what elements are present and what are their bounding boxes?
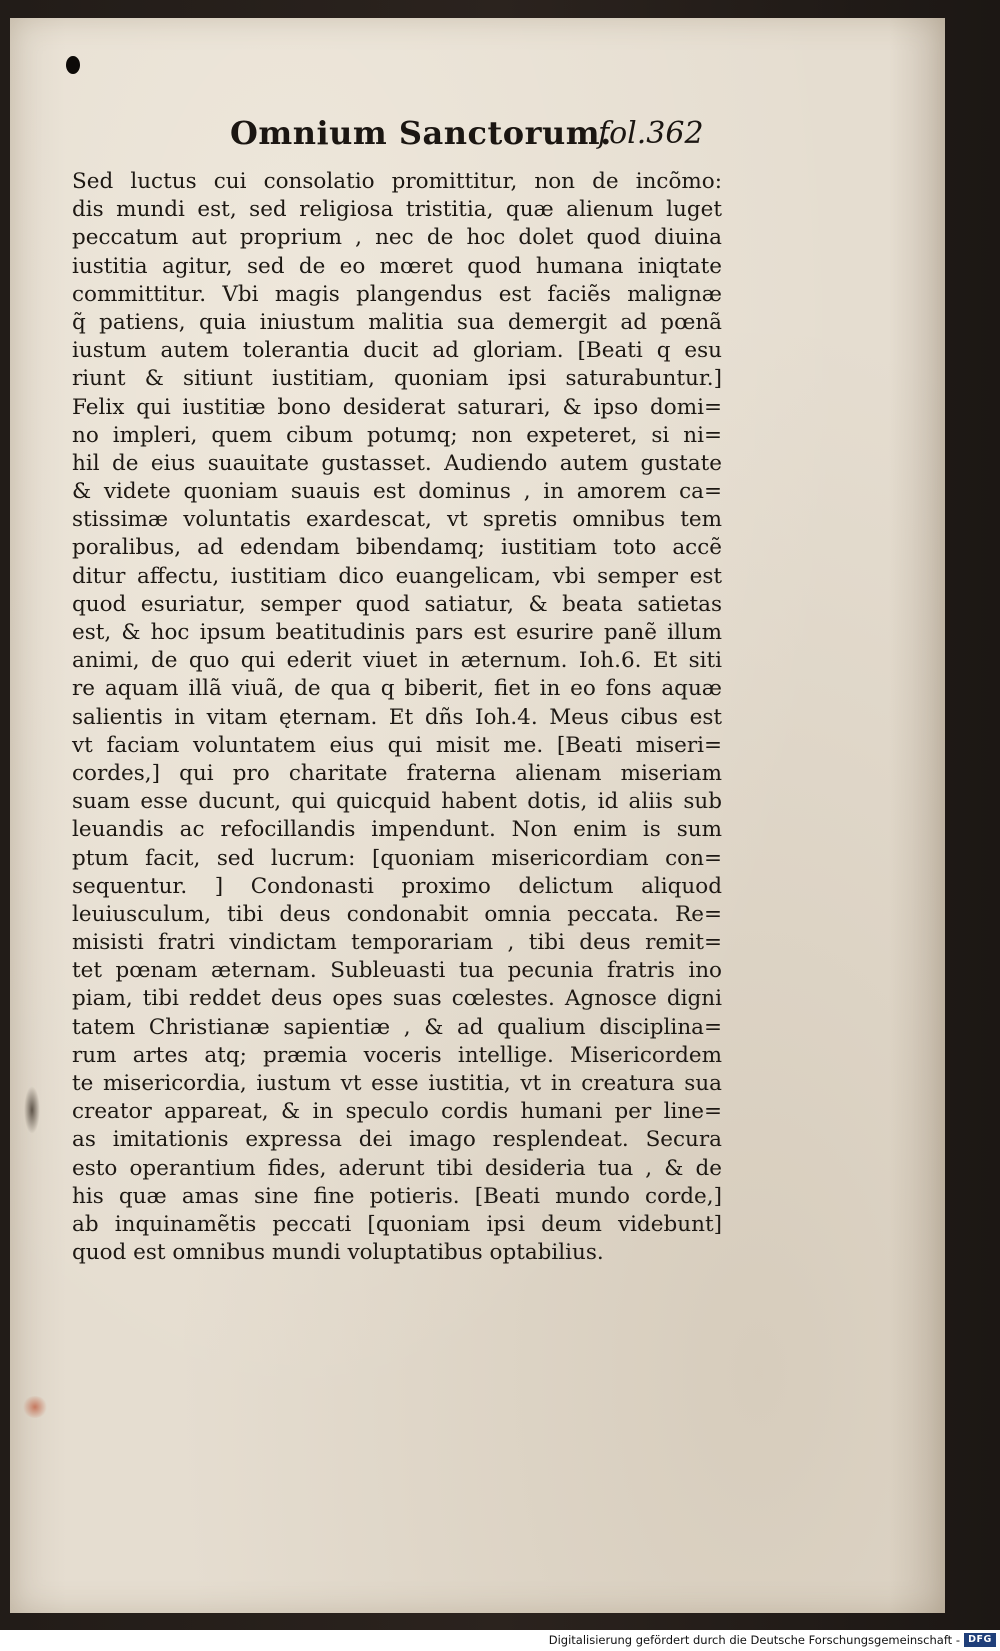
- text-line: dis mundi est, sed religiosa tristitia, quæ alienum luget: [72, 197, 722, 223]
- text-line: riunt & sitiunt iustitiam, quoniam ipsi saturabuntur.]: [72, 366, 722, 392]
- text-line: as imitationis expressa dei imago resplendeat. Secura: [72, 1127, 722, 1153]
- binding-hole: [66, 56, 80, 74]
- text-line: vt faciam voluntatem eius qui misit me. [Beati miseri=: [72, 732, 722, 758]
- text-line: no impleri, quem cibum potumq; non expeteret, si ni=: [72, 422, 722, 448]
- text-line: quod esuriatur, semper quod satiatur, & beata satietas: [72, 591, 722, 617]
- text-line: sequentur. ] Condonasti proximo delictum aliquod: [72, 873, 722, 899]
- text-line: suam esse ducunt, qui quicquid habent dotis, id aliis sub: [72, 789, 722, 815]
- text-line: est, & hoc ipsum beatitudinis pars est esurire panẽ illum: [72, 620, 722, 645]
- text-line: rum artes atq; præmia voceris intellige. Misericordem: [72, 1042, 722, 1068]
- text-line: animi, de quo qui ederit viuet in æternum. Ioh.6. Et siti: [72, 648, 722, 674]
- text-line: tet pœnam æternam. Subleuasti tua pecunia fratris ino: [72, 958, 722, 984]
- book-page: [10, 18, 945, 1613]
- text-line: tatem Christianæ sapientiæ , & ad qualium disciplina=: [72, 1014, 722, 1040]
- running-title: Omnium Sanctorum.: [230, 114, 612, 152]
- dfg-logo: DFG: [964, 1633, 996, 1647]
- text-line: his quæ amas sine fine potieris. [Beati mundo corde,]: [72, 1183, 722, 1209]
- paper-stain: [22, 1396, 48, 1418]
- page-header: [10, 114, 945, 160]
- paper-edge-damage: [24, 1086, 40, 1134]
- text-line: peccatum aut proprium , nec de hoc dolet quod diuina: [72, 225, 722, 251]
- text-line: iustitia agitur, sed de eo mœret quod humana iniqtate: [72, 253, 722, 279]
- text-line: iustum autem tolerantia ducit ad gloriam. [Beati q esu: [72, 338, 722, 364]
- text-line: ab inquinamẽtis peccati [quoniam ipsi deum videbunt]: [72, 1211, 722, 1237]
- text-line: re aquam illã viuã, de qua q biberit, fiet in eo fons aquæ: [72, 676, 722, 702]
- body-text: [72, 168, 722, 1267]
- folio-number: fol.362: [598, 116, 704, 151]
- text-line: misisti fratri vindictam temporariam , tibi deus remit=: [72, 930, 722, 956]
- text-line: Sed luctus cui consolatio promittitur, non de incõmo:: [72, 169, 722, 194]
- text-line: q̃ patiens, quia iniustum malitia sua demergit ad pœnã: [72, 309, 722, 335]
- text-line: creator appareat, & in speculo cordis humani per line=: [72, 1099, 722, 1125]
- funding-credit: Digitalisierung gefördert durch die Deutsche Forschungsgemeinschaft -: [548, 1633, 960, 1647]
- text-line: stissimæ voluntatis exardescat, vt spretis omnibus tem: [72, 507, 722, 533]
- text-line: piam, tibi reddet deus opes suas cœlestes. Agnosce digni: [72, 986, 722, 1012]
- text-line: & videte quoniam suauis est dominus , in amorem ca=: [72, 479, 722, 505]
- text-line: cordes,] qui pro charitate fraterna alienam miseriam: [72, 760, 722, 786]
- text-line: Felix qui iustitiæ bono desiderat saturari, & ipso domi=: [72, 394, 722, 420]
- text-line: hil de eius suauitate gustasset. Audiendo autem gustate: [72, 450, 722, 476]
- text-line: salientis in vitam ęternam. Et dñs Ioh.4. Meus cibus est: [72, 704, 722, 730]
- text-line: leuandis ac refocillandis impendunt. Non enim is sum: [72, 817, 722, 843]
- text-line: esto operantium fides, aderunt tibi desideria tua , & de: [72, 1155, 722, 1181]
- text-line: ditur affectu, iustitiam dico euangelicam, vbi semper est: [72, 563, 722, 589]
- text-line: te misericordia, iustum vt esse iustitia, vt in creatura sua: [72, 1071, 722, 1096]
- text-line: leuiusculum, tibi deus condonabit omnia peccata. Re=: [72, 901, 722, 927]
- digitization-footer: [0, 1630, 1000, 1651]
- text-line: committitur. Vbi magis plangendus est faciẽs malignæ: [72, 281, 722, 307]
- text-line: ptum facit, sed lucrum: [quoniam misericordiam con=: [72, 845, 722, 871]
- text-line: poralibus, ad edendam bibendamq; iustitiam toto accẽ: [72, 535, 722, 561]
- text-line: quod est omnibus mundi voluptatibus optabilius.: [72, 1240, 604, 1266]
